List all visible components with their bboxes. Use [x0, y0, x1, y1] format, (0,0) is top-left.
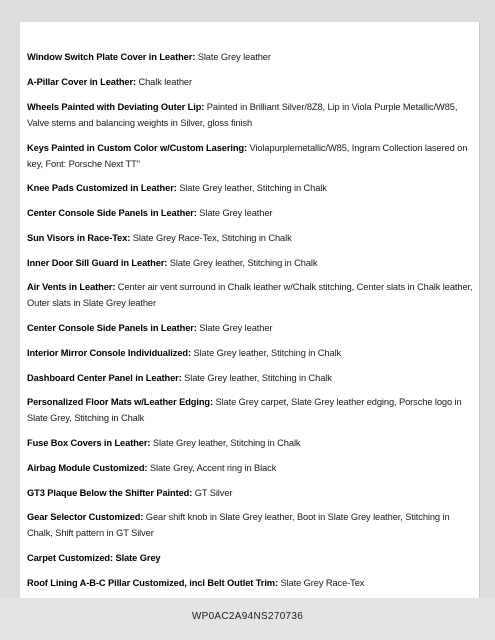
- option-detail: Slate Grey leather, Stitching in Chalk: [150, 438, 301, 448]
- option-name: Knee Pads Customized in Leather:: [27, 183, 177, 193]
- list-item: [27, 486, 475, 502]
- list-item: [27, 141, 475, 172]
- option-name: Air Vents in Leather:: [27, 282, 116, 292]
- list-item: [27, 576, 475, 592]
- option-detail: Chalk leather: [136, 77, 192, 87]
- option-detail: Slate Grey Race-Tex, Stitching in Chalk: [130, 233, 292, 243]
- document-sheet: [20, 22, 480, 598]
- option-name: Wheels Painted with Deviating Outer Lip:: [27, 102, 205, 112]
- option-detail: Slate Grey, Accent ring in Black: [147, 463, 277, 473]
- option-name: Window Switch Plate Cover in Leather:: [27, 52, 196, 62]
- option-detail: Gear shift knob in Slate Grey leather, Boot in Slate Grey leather, Stitching in Chalk, Shift pattern in GT Silver: [27, 512, 450, 538]
- option-name: Center Console Side Panels in Leather:: [27, 208, 197, 218]
- list-item: [27, 510, 475, 541]
- option-detail: Slate Grey leather, Stitching in Chalk: [167, 258, 318, 268]
- list-item: [27, 75, 475, 91]
- list-item: [27, 321, 475, 337]
- option-name: Inner Door Sill Guard in Leather:: [27, 258, 168, 268]
- option-detail: Slate Grey leather, Stitching in Chalk: [176, 183, 327, 193]
- option-detail: Violapurplemetallic/W85, Ingram Collection lasered on key, Font: Porsche Next TT": [27, 143, 468, 169]
- option-detail: Slate Grey leather, Stitching in Chalk: [181, 373, 332, 383]
- list-item: [27, 181, 475, 197]
- option-name: Fuse Box Covers in Leather:: [27, 438, 151, 448]
- option-name: Center Console Side Panels in Leather:: [27, 323, 197, 333]
- option-detail: GT Silver: [192, 488, 233, 498]
- list-item: [27, 50, 475, 66]
- option-name: Interior Mirror Console Individualized:: [27, 348, 191, 358]
- option-name: GT3 Plaque Below the Shifter Painted:: [27, 488, 193, 498]
- option-name: Personalized Floor Mats w/Leather Edging:: [27, 397, 213, 407]
- vin-number: WP0AC2A94NS270736: [191, 611, 304, 622]
- option-name: Airbag Module Customized:: [27, 463, 148, 473]
- list-item: [27, 231, 475, 247]
- option-detail: Slate Grey carpet, Slate Grey leather edging, Porsche logo in Slate Grey, Stitching in Chalk: [27, 397, 462, 423]
- option-detail: Slate Grey leather, Stitching in Chalk: [190, 348, 342, 358]
- list-item: [27, 256, 475, 272]
- option-name: Carpet Customized: Slate Grey: [27, 553, 161, 563]
- option-name: Dashboard Center Panel in Leather:: [27, 373, 182, 383]
- option-detail: Slate Grey leather: [195, 52, 271, 62]
- option-detail: Center air vent surround in Chalk leather w/Chalk stitching, Center slats in Chalk leather, Outer slats in Slate Grey leather: [27, 282, 473, 308]
- option-name: Keys Painted in Custom Color w/Custom Lasering:: [27, 143, 248, 153]
- list-item: [27, 551, 475, 567]
- list-item: [27, 206, 475, 222]
- option-detail: Slate Grey Race-Tex: [277, 578, 365, 588]
- option-name: Sun Visors in Race-Tex:: [27, 233, 131, 243]
- list-item: [27, 371, 475, 387]
- list-item: [27, 436, 475, 452]
- list-item: [27, 461, 475, 477]
- list-item: [27, 280, 475, 311]
- option-name: Gear Selector Customized:: [27, 512, 144, 522]
- option-name: A-Pillar Cover in Leather:: [27, 77, 136, 87]
- option-detail: Slate Grey leather: [196, 323, 273, 333]
- option-detail: Slate Grey leather: [196, 208, 273, 218]
- list-item: [27, 346, 475, 362]
- option-name: Roof Lining A-B-C Pillar Customized, incl Belt Outlet Trim:: [27, 578, 278, 588]
- list-item: [27, 395, 475, 426]
- option-detail: Painted in Brilliant Silver/8Z8, Lip in Viola Purple Metallic/W85, Valve stems and balancing weights in Silver, gloss finish: [27, 102, 458, 128]
- list-item: [27, 100, 475, 131]
